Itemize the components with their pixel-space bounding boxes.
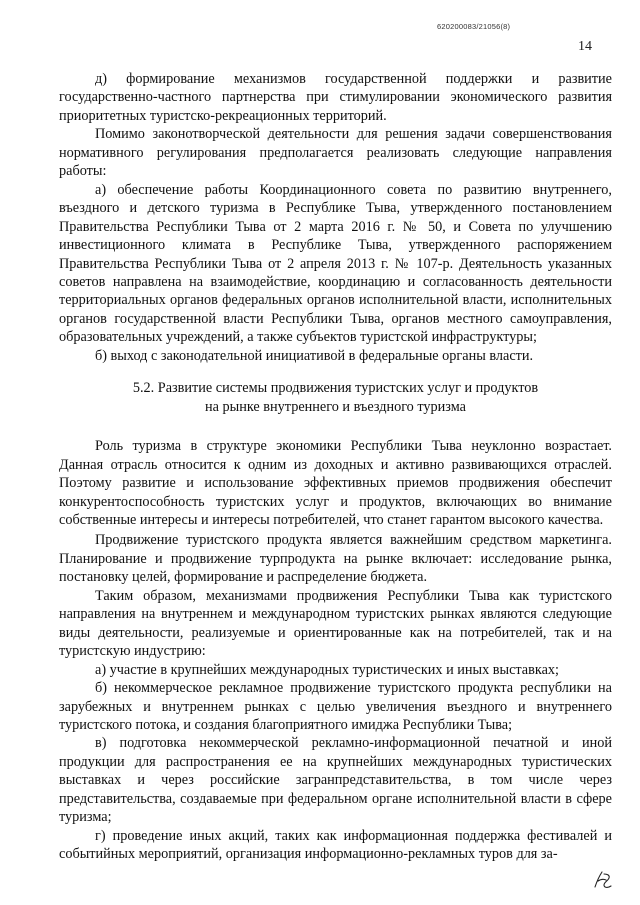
document-body [59,70,612,864]
paragraph-item-a-council: а) обеспечение работы Координационного совета по развитию внутреннего, въездного и детского туризма в Республике Тыва, утвержденного постановлением Правительства Республики Тыва от 2 марта 2016 г. № 50, и Совета по улучшению инвестиционного климата в Республике Тыва, утвержденного распоряжением Правительства Республики Тыва от 2 апреля 2013 г. № 107-р. Деятельность указанных советов направлена на взаимодействие, координацию и согласованность деятельности территориальных органов федеральных органов исполнительной власти, исполнительных органов государственной власти Республики Тыва, органов местного самоуправления, образовательных учреждений, а также субъектов туристской инфраструктуры; [59,181,612,346]
paragraph-promotion-marketing: Продвижение туристского продукта является важнейшим средством маркетинга. Планирование и продвижение турпродукта на рынке включает: исследование рынка, постановку целей, формирование и распределение бюджета. [59,532,612,586]
paragraph-item-b-initiative: б) выход с законодательной инициативой в федеральные органы власти. [95,347,534,364]
page-number: 14 [578,39,592,54]
paragraph-list-item-g: г) проведение иных акций, таких как информационная поддержка фестивалей и событийных мероприятий, организация информационно-рекламных туров для за- [59,827,612,863]
paragraph-list-item-b: б) некоммерческое рекламное продвижение туристского продукта республики на зарубежных и внутреннем рынках с целью увеличения въездного и внутреннего туристского потока, и создания благоприятного имиджа Республики Тыва; [59,680,612,733]
paragraph-item-d: д) формирование механизмов государственной поддержки и развитие государственно-частного партнерства при стимулировании экономического развития приоритетных туристско-рекреационных территорий. [59,71,612,124]
section-heading-line-2: на рынке внутреннего и въездного туризма [205,398,466,415]
paragraph-list-item-a: а) участие в крупнейших международных туристических и иных выставках; [95,661,559,678]
handwritten-initials-mark [592,869,614,891]
section-heading-line-1: 5.2. Развитие системы продвижения туристских услуг и продуктов [132,380,539,397]
paragraph-tourism-role: Роль туризма в структуре экономики Республики Тыва неуклонно возрастает. Данная отрасль относится к одним из доходных и активно развивающихся отраслей. Поэтому развитие и использование эффективных приемов продвижения обеспечит конкурентоспособность туристских услуг и продуктов, включающих во внимание собственные интересы и интересы потребителей, что станет гарантом высокого качества. [59,438,612,528]
paragraph-intro-directions: Помимо законотворческой деятельности для решения задачи совершенствования нормативного регулирования предполагается реализовать следующие направления работы: [59,126,612,180]
section-heading [59,379,612,416]
document-registration-code: 620200083/21056(8) [437,22,511,31]
paragraph-promotion-mechanisms: Таким образом, механизмами продвижения Республики Тыва как туристского направления на внутреннем и международном туристских рынках являются следующие виды деятельности, реализуемые и ориентированные как на потребителей, так и на туристскую индустрию: [59,587,612,660]
paragraph-list-item-v: в) подготовка некоммерческой рекламно-информационной печатной и иной продукции для распространения ее на крупнейших международных туристических выставках и через российские загранпредставительства, в том числе через представительства, создаваемые при федеральном органе исполнительной власти в сфере туризма; [59,735,612,826]
